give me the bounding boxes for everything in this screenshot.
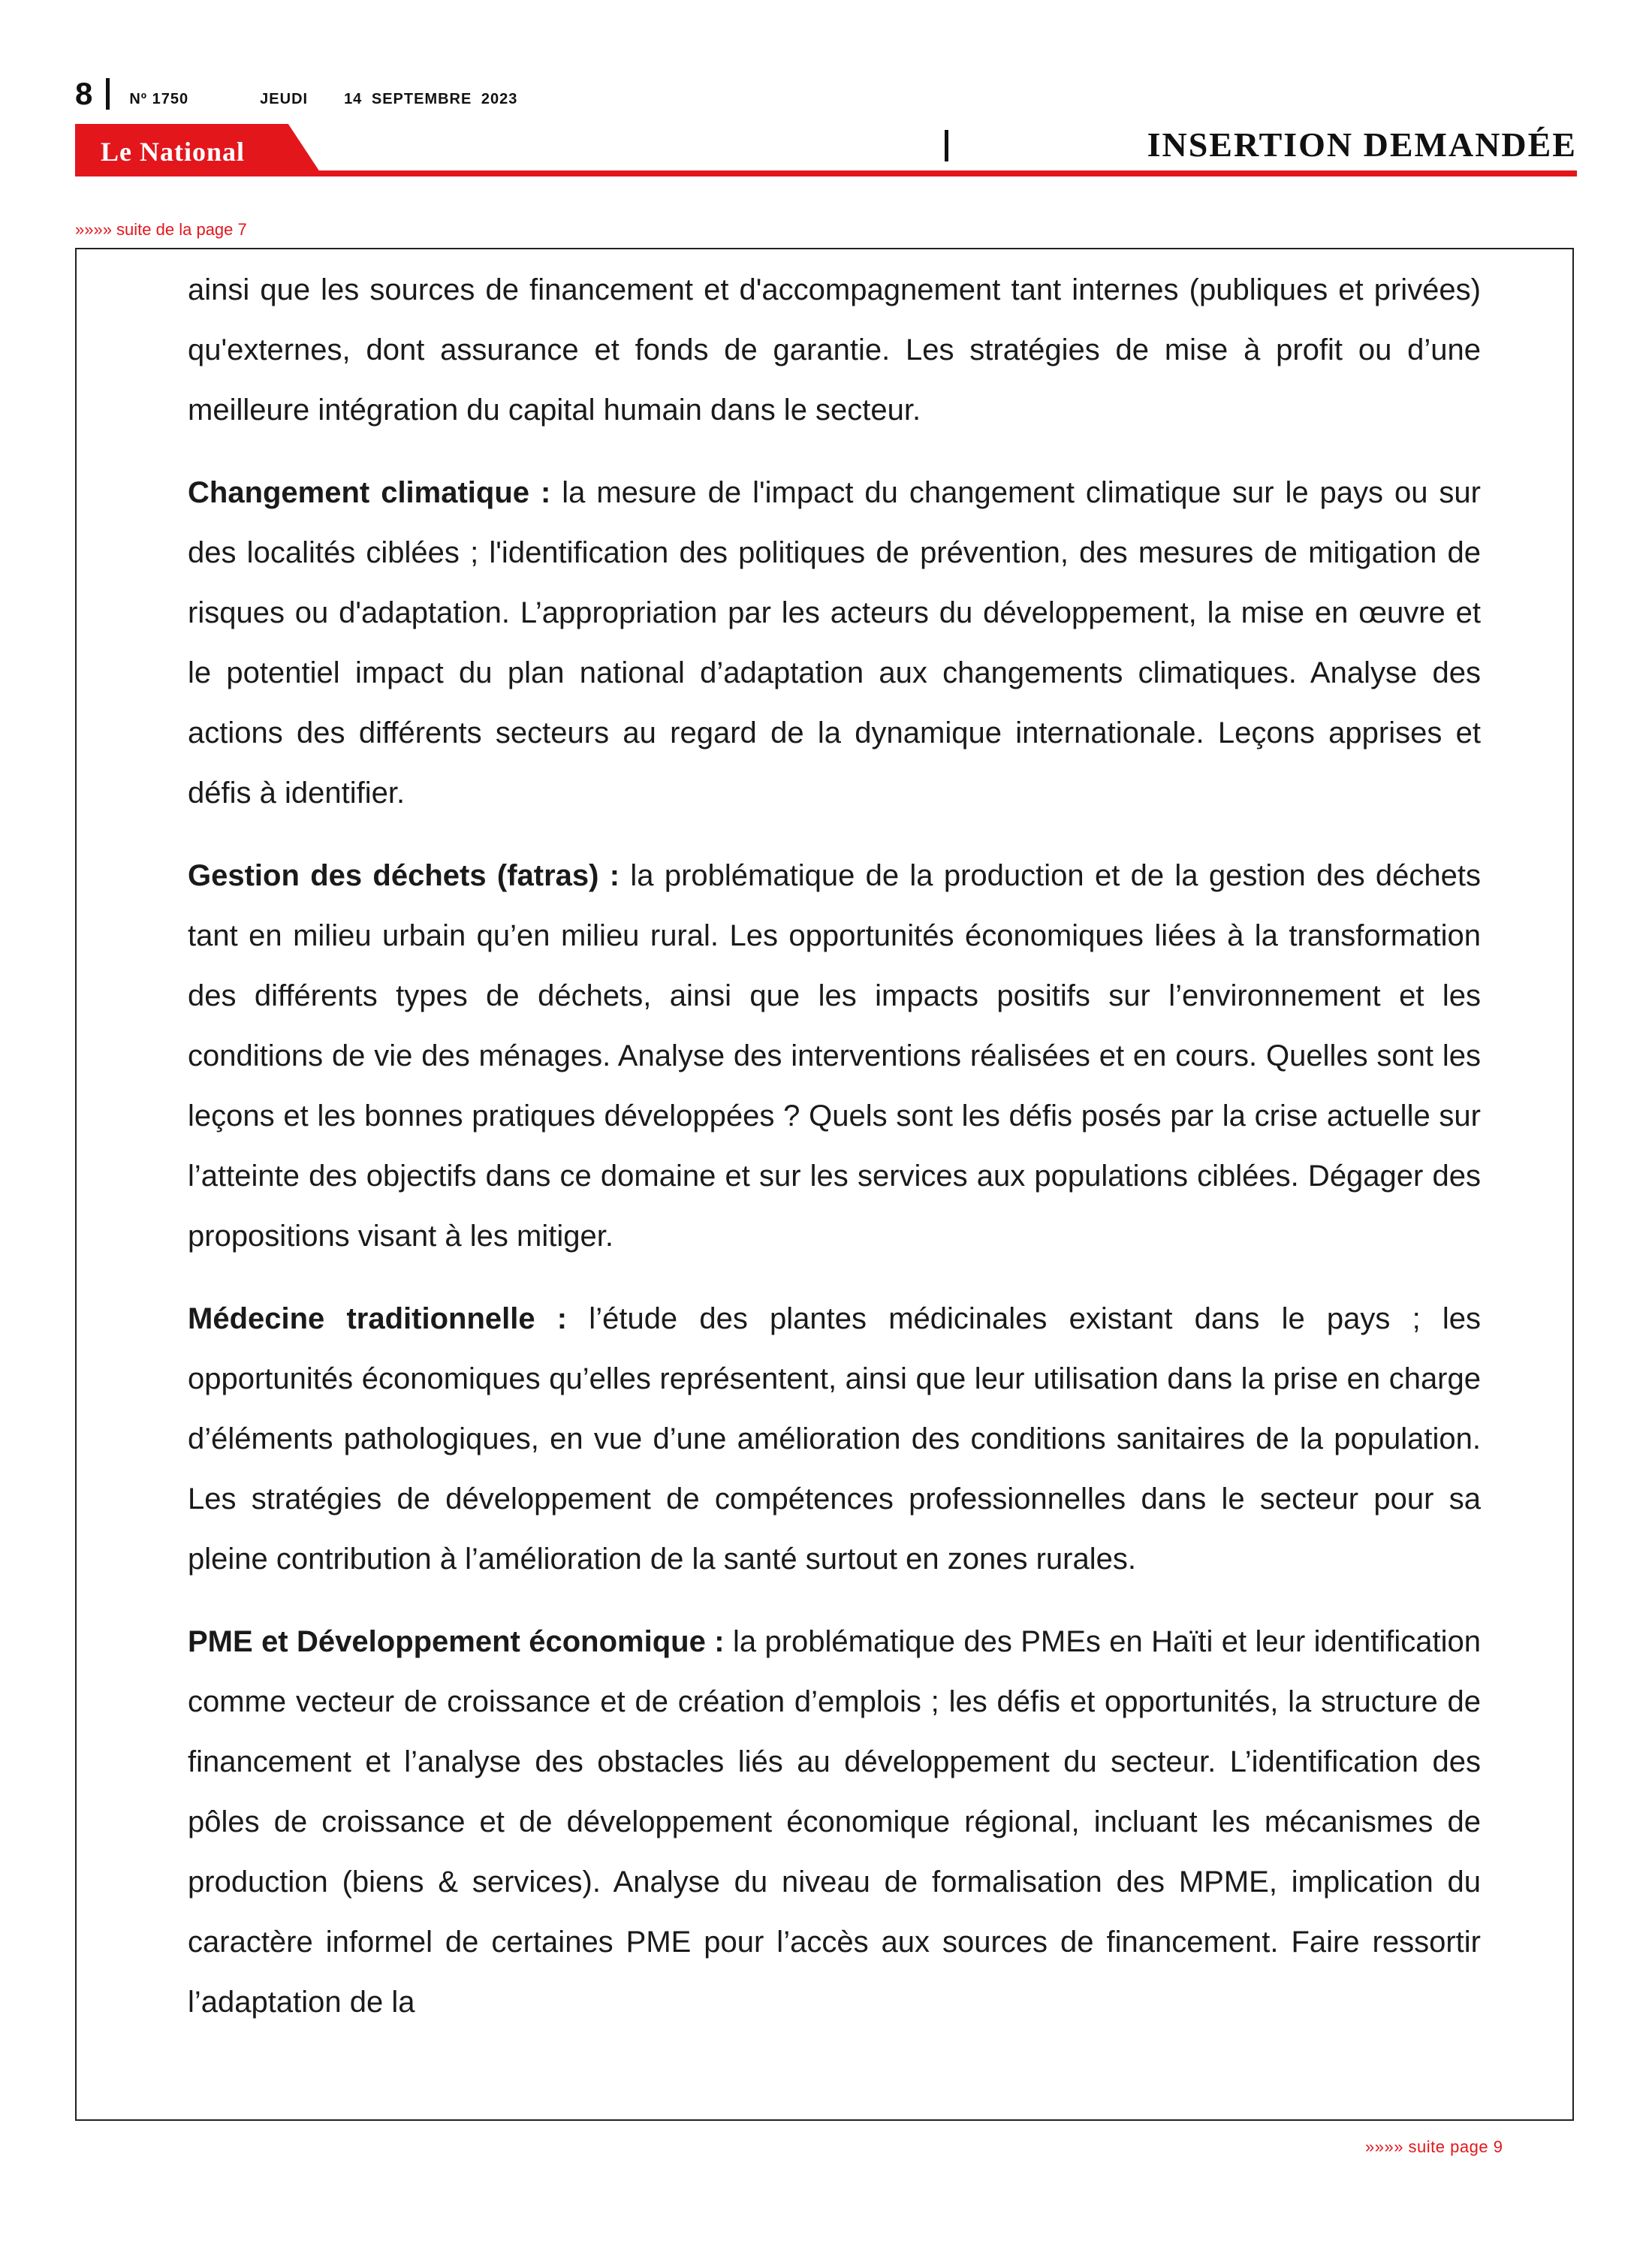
continued-from-link[interactable]: »»»» suite de la page 7	[75, 220, 247, 239]
paragraph-lead: Changement climatique :	[188, 476, 551, 509]
newspaper-brand: Le National	[101, 137, 246, 167]
article-box	[75, 248, 1574, 2121]
issue-number: Nº 1750	[129, 91, 189, 107]
header-band	[75, 124, 1577, 176]
paragraph-body: la problématique des PMEs en Haïti et leur identification comme vecteur de croissance et de création d’emplois ; les défis et opportunités, la structure de financement et l’analyse des obstacles liés au développement du secteur. L’identification des pôles de croissance et de développement économique régional, incluant les mécanismes de production (biens & services). Analyse du niveau de formalisation des MPME, implication du caractère informel de certaines PME pour l’accès aux sources de financement. Faire ressortir l’adaptation de la	[188, 1625, 1481, 2019]
header-divider	[945, 130, 948, 161]
issue-day: JEUDI	[260, 91, 309, 107]
page-number: 8	[75, 78, 110, 110]
paragraph-waste-management	[188, 846, 1481, 1266]
continued-to-link[interactable]: »»»» suite page 9	[1365, 2137, 1503, 2156]
page-header	[75, 75, 1577, 110]
paragraph-lead: PME et Développement économique :	[188, 1625, 725, 1658]
paragraph-body: la problématique de la production et de la gestion des déchets tant en milieu urbain qu’en milieu rural. Les opportunités économiques liées à la transformation des différents types de déchets, ainsi que les impacts positifs sur l’environnement et les conditions de vie des ménages. Analyse des interventions réalisées et en cours. Quelles sont les leçons et les bonnes pratiques développées ? Quels sont les défis posés par la crise actuelle sur l’atteinte des objectifs dans ce domaine et sur les services aux populations ciblées. Dégager des propositions visant à les mitiger.	[188, 859, 1481, 1253]
paragraph-climate-change	[188, 463, 1481, 823]
paragraph-sme-development	[188, 1612, 1481, 2032]
paragraph-lead: Gestion des déchets (fatras) :	[188, 859, 620, 892]
article-text	[188, 260, 1481, 2055]
paragraph-traditional-medicine	[188, 1289, 1481, 1589]
paragraph-body: la mesure de l'impact du changement climatique sur le pays ou sur des localités ciblées ; l'identification des politiques de prévention, des mesures de mitigation de risques ou d'adaptation. L’appropriation par les acteurs du développement, la mise en œuvre et le potentiel impact du plan national d’adaptation aux changements climatiques. Analyse des actions des différents secteurs au regard de la dynamique internationale. Leçons apprises et défis à identifier.	[188, 476, 1481, 810]
paragraph-financing	[188, 260, 1481, 440]
section-title: INSERTION DEMANDÉE	[1147, 125, 1577, 164]
issue-date: 14 SEPTEMBRE 2023	[344, 91, 518, 107]
paragraph-body: ainsi que les sources de financement et d'accompagnement tant internes (publiques et privées) qu'externes, dont assurance et fonds de garantie. Les stratégies de mise à profit ou d’une meilleure intégration du capital humain dans le secteur.	[188, 273, 1481, 427]
paragraph-lead: Médecine traditionnelle :	[188, 1302, 568, 1335]
paragraph-body: l’étude des plantes médicinales existant dans le pays ; les opportunités économiques qu’elles représentent, ainsi que leur utilisation dans la prise en charge d’éléments pathologiques, en vue d’une amélioration des conditions sanitaires de la population. Les stratégies de développement de compétences professionnelles dans le secteur pour sa pleine contribution à l’amélioration de la santé surtout en zones rurales.	[188, 1302, 1482, 1576]
